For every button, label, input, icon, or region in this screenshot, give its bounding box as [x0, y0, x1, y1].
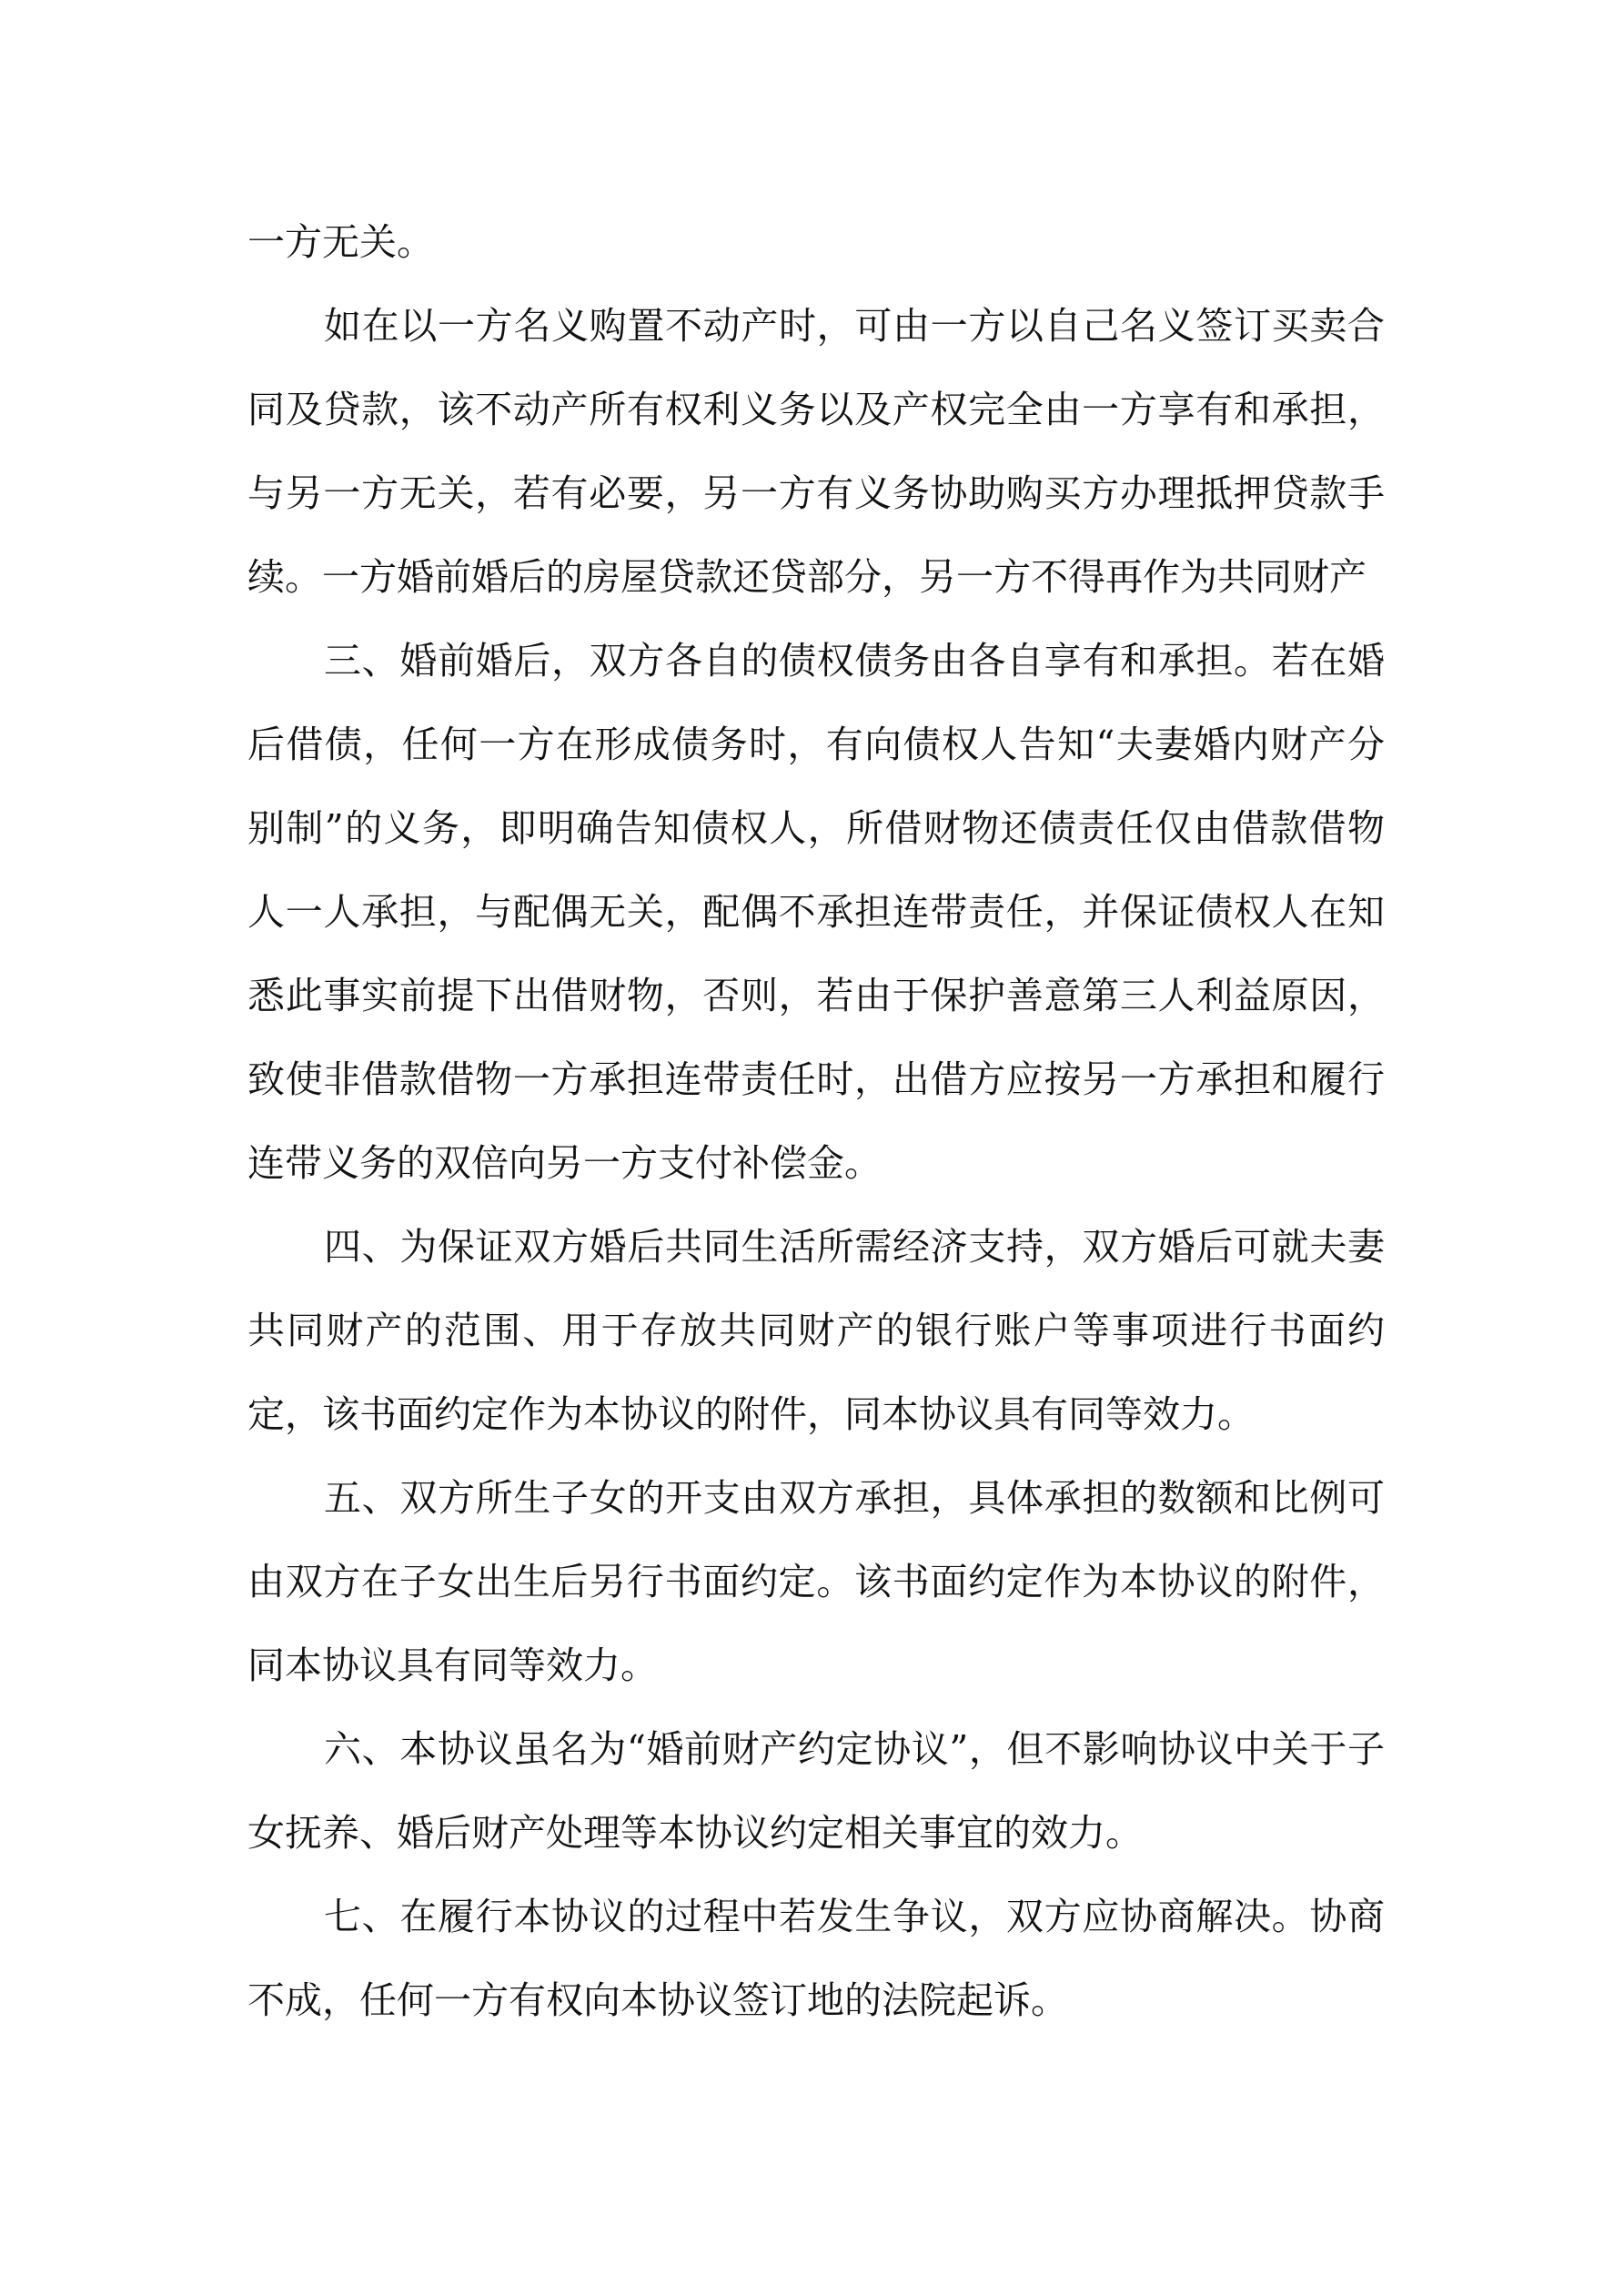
paragraph-clause-7-disputes: 七、在履行本协议的过程中若发生争议，双方应协商解决。协商不成，任何一方有权向本协议签订地的法院起诉。 — [247, 1895, 1385, 2022]
paragraph-clause-5-children-expenses: 五、双方所生子女的开支由双方承担，具体承担的数额和比例可由双方在子女出生后另行书面约定。该书面约定作为本协议的附件，同本协议具有同等效力。 — [247, 1476, 1385, 1687]
paragraph-real-estate-purchase: 如在以一方名义购置不动产时，可由一方以自己名义签订买卖合同及贷款，该不动产所有权利义务以及产权完全由一方享有和承担，与另一方无关，若有必要，另一方有义务协助购买方办理抵押贷款手续。一方婚前婚后的房屋贷款还贷部分，另一方不得再作为共同财产 — [247, 304, 1385, 599]
document-body — [247, 200, 1385, 2042]
paragraph-continuation: 一方无关。 — [247, 220, 434, 264]
paragraph-clause-4-joint-property: 四、为保证双方婚后共同生活所需经济支持，双方婚后可就夫妻共同财产的范围、用于存放共同财产的银行账户等事项进行书面约定，该书面约定作为本协议的附件，同本协议具有同等效力。 — [247, 1225, 1385, 1436]
paragraph-clause-6-agreement-scope: 六、本协议虽名为“婚前财产约定协议”，但不影响协议中关于子女抚养、婚后财产处理等本协议约定相关事宜的效力。 — [247, 1727, 1385, 1855]
paragraph-clause-3-debts: 三、婚前婚后，双方各自的债权债务由各自享有和承担。若在婚后借债，任何一方在形成债务时，有向债权人告知“夫妻婚内财产分别制”的义务，即明确告知债权人，所借财物还债责任仅由借款借物人一人承担，与配偶无关，配偶不承担连带责任，并保证债权人在知悉此事实前提下出借财物，否则，若由于保护善意第三人利益原因，致使非借款借物一方承担连带责任时，出借方应按另一方承担和履行连带义务的双倍向另一方支付补偿金。 — [247, 639, 1385, 1185]
